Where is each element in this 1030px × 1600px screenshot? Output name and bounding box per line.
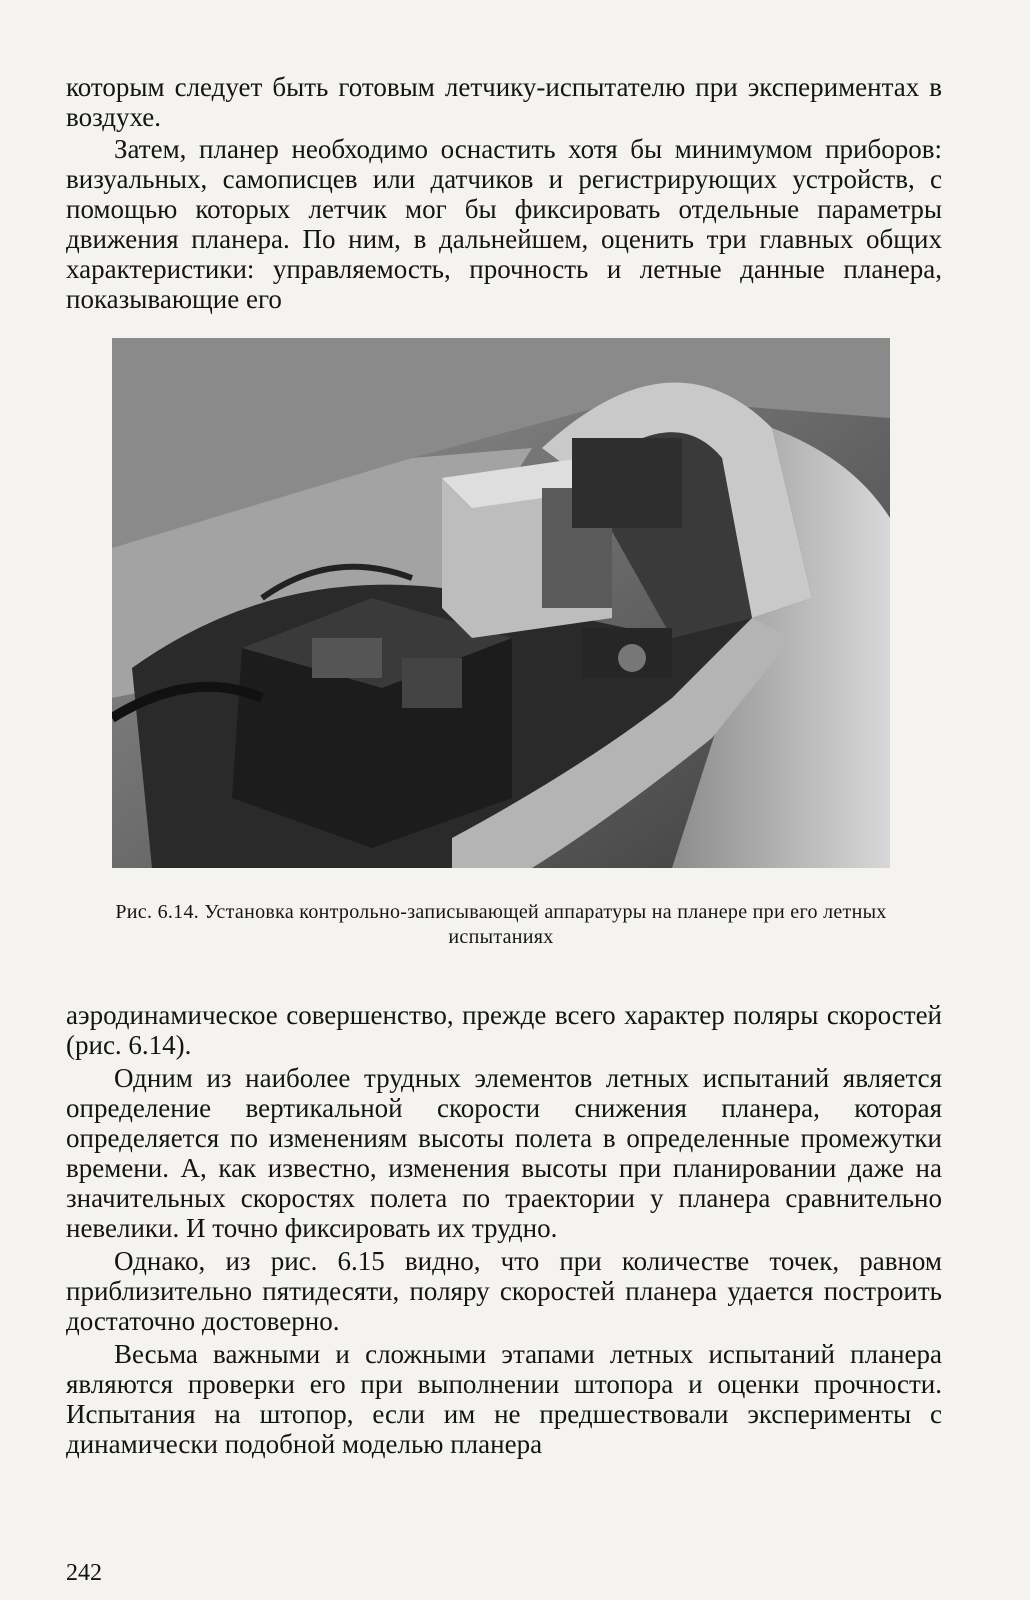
paragraph: аэродинамическое совершенство, прежде всего характер поляры скоростей (рис. 6.14). (66, 1000, 942, 1060)
paragraph: Одним из наиболее трудных элементов летных испытаний является определение вертикальной скорости снижения планера, которая определяется по изменениям высоты полета в определенные промежутки времени. А, как известно, изменения высоты при планировании даже на значительных скоростях полета по траектории у планера сравнительно невелики. И точно фиксировать их трудно. (66, 1063, 942, 1243)
page-number: 242 (66, 1560, 102, 1586)
figure-caption: Рис. 6.14. Установка контрольно-записывающей аппаратуры на планере при его летных испытаниях (115, 901, 887, 948)
glider-cockpit-photo (112, 338, 890, 868)
paragraph: Затем, планер необходимо оснастить хотя бы минимумом приборов: визуальных, самописцев или датчиков и регистрирующих устройств, с помощью которых летчик мог бы фиксировать отдельные параметры движения планера. По ним, в дальнейшем, оценить три главных общих характеристики: управляемость, прочность и летные данные планера, показывающие его (66, 134, 942, 314)
figure-photo (112, 338, 890, 868)
text-block-bottom (66, 1000, 942, 1462)
paragraph: которым следует быть готовым летчику-испытателю при экспериментах в воздухе. (66, 72, 942, 132)
paragraph: Однако, из рис. 6.15 видно, что при количестве точек, равном приблизительно пятидесяти, поляру скоростей планера удается построить достаточно достоверно. (66, 1246, 942, 1336)
paragraph: Весьма важными и сложными этапами летных испытаний планера являются проверки его при выполнении штопора и оценки прочности. Испытания на штопор, если им не предшествовали эксперименты с динамически подобной моделью планера (66, 1339, 942, 1459)
text-block-top (66, 72, 942, 314)
